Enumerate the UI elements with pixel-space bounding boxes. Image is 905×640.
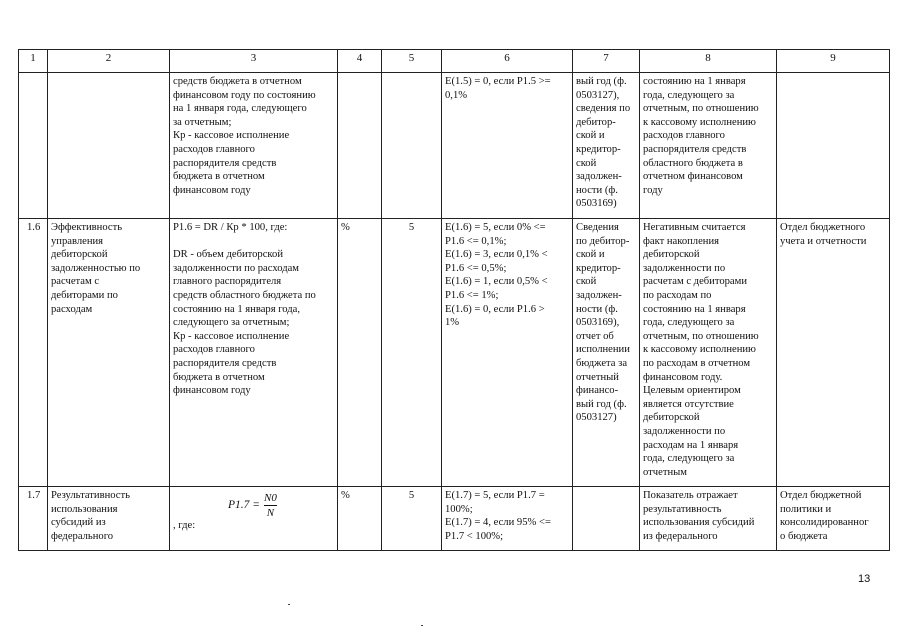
- formula-numerator: N0: [264, 492, 277, 504]
- indicator-name-cell: Эффективность управления дебиторской задолженностью по расчетам с дебиторами по расходам: [48, 219, 170, 487]
- formula-where: , где:: [173, 520, 196, 531]
- header-cell: 9: [777, 50, 890, 73]
- header-row: [19, 50, 890, 73]
- unit-cell: %: [338, 487, 382, 551]
- source-cell: [573, 487, 640, 551]
- formula-fraction: [264, 492, 277, 519]
- max-score-cell: [382, 73, 442, 219]
- formula-cell: Р1.6 = DR / Кр * 100, где: DR - объем дебиторской задолженности по расходам главного распорядителя средств областного бюджета по состоянию на 1 января года, следующего за отчетным; Кр - кассовое исполнение расходов главного распорядителя средств бюджета в отчетном финансовом году: [170, 219, 338, 487]
- page-number: 13: [858, 573, 871, 585]
- header-cell: 8: [640, 50, 777, 73]
- unit-cell: %: [338, 219, 382, 487]
- indicator-name-cell: Результативность использования субсидий из федерального: [48, 487, 170, 551]
- row-number-cell: 1.7: [19, 487, 48, 551]
- evaluation-cell: Е(1.6) = 5, если 0% <= Р1.6 <= 0,1%; Е(1.6) = 3, если 0,1% < Р1.6 <= 0,5%; Е(1.6) = 1, если 0,5% < Р1.6 <= 1%; Е(1.6) = 0, если Р1.6 > 1%: [442, 219, 573, 487]
- scan-speck: [288, 604, 290, 605]
- header-cell: 2: [48, 50, 170, 73]
- evaluation-cell: Е(1.7) = 5, если Р1.7 = 100%; Е(1.7) = 4, если 95% <= Р1.7 < 100%;: [442, 487, 573, 551]
- evaluation-cell: Е(1.5) = 0, если Р1.5 >= 0,1%: [442, 73, 573, 219]
- source-cell: Сведения по дебитор- ской и кредитор- ской задолжен- ности (ф. 0503169), отчет об исполнении бюджета за отчетный финансо- вый год (ф. 0503127): [573, 219, 640, 487]
- row-number-cell: 1.6: [19, 219, 48, 487]
- source-cell: вый год (ф. 0503127), сведения по дебитор- ской и кредитор- ской задолжен- ности (ф. 0503169): [573, 73, 640, 219]
- table-row: [19, 73, 890, 219]
- header-cell: 1: [19, 50, 48, 73]
- department-cell: Отдел бюджетного учета и отчетности: [777, 219, 890, 487]
- formula-cell: [170, 487, 338, 551]
- unit-cell: [338, 73, 382, 219]
- scan-speck: [421, 625, 423, 626]
- comment-cell: Показатель отражает результативность использования субсидий из федерального: [640, 487, 777, 551]
- header-cell: 7: [573, 50, 640, 73]
- table-row: [19, 487, 890, 551]
- header-cell: 6: [442, 50, 573, 73]
- header-cell: 3: [170, 50, 338, 73]
- max-score-cell: 5: [382, 219, 442, 487]
- indicator-name-cell: [48, 73, 170, 219]
- indicators-table: [18, 49, 890, 551]
- comment-cell: состоянию на 1 января года, следующего за отчетным, по отношению к кассовому исполнению расходов главного распорядителя средств областного бюджета в отчетном финансовом году: [640, 73, 777, 219]
- formula-denominator: N: [266, 507, 275, 519]
- header-cell: 5: [382, 50, 442, 73]
- table-row: [19, 219, 890, 487]
- department-cell: [777, 73, 890, 219]
- formula-expression: [228, 492, 277, 519]
- formula-lhs: P1.7 =: [228, 498, 261, 511]
- header-cell: 4: [338, 50, 382, 73]
- fraction-bar: [264, 505, 277, 506]
- row-number-cell: [19, 73, 48, 219]
- max-score-cell: 5: [382, 487, 442, 551]
- department-cell: Отдел бюджетной политики и консолидированног о бюджета: [777, 487, 890, 551]
- formula-cell: средств бюджета в отчетном финансовом году по состоянию на 1 января года, следующего за отчетным; Кр - кассовое исполнение расходов главного распорядителя средств бюджета в отчетном финансовом году: [170, 73, 338, 219]
- comment-cell: Негативным считается факт накопления дебиторской задолженности по расчетам с дебиторами по расходам по состоянию на 1 января года, следующего за отчетным, по отношению к кассовому исполнению по расходам в отчетном финансовом году. Целевым ориентиром является отсутствие дебиторской задолженности по расходам на 1 января года, следующего за отчетным: [640, 219, 777, 487]
